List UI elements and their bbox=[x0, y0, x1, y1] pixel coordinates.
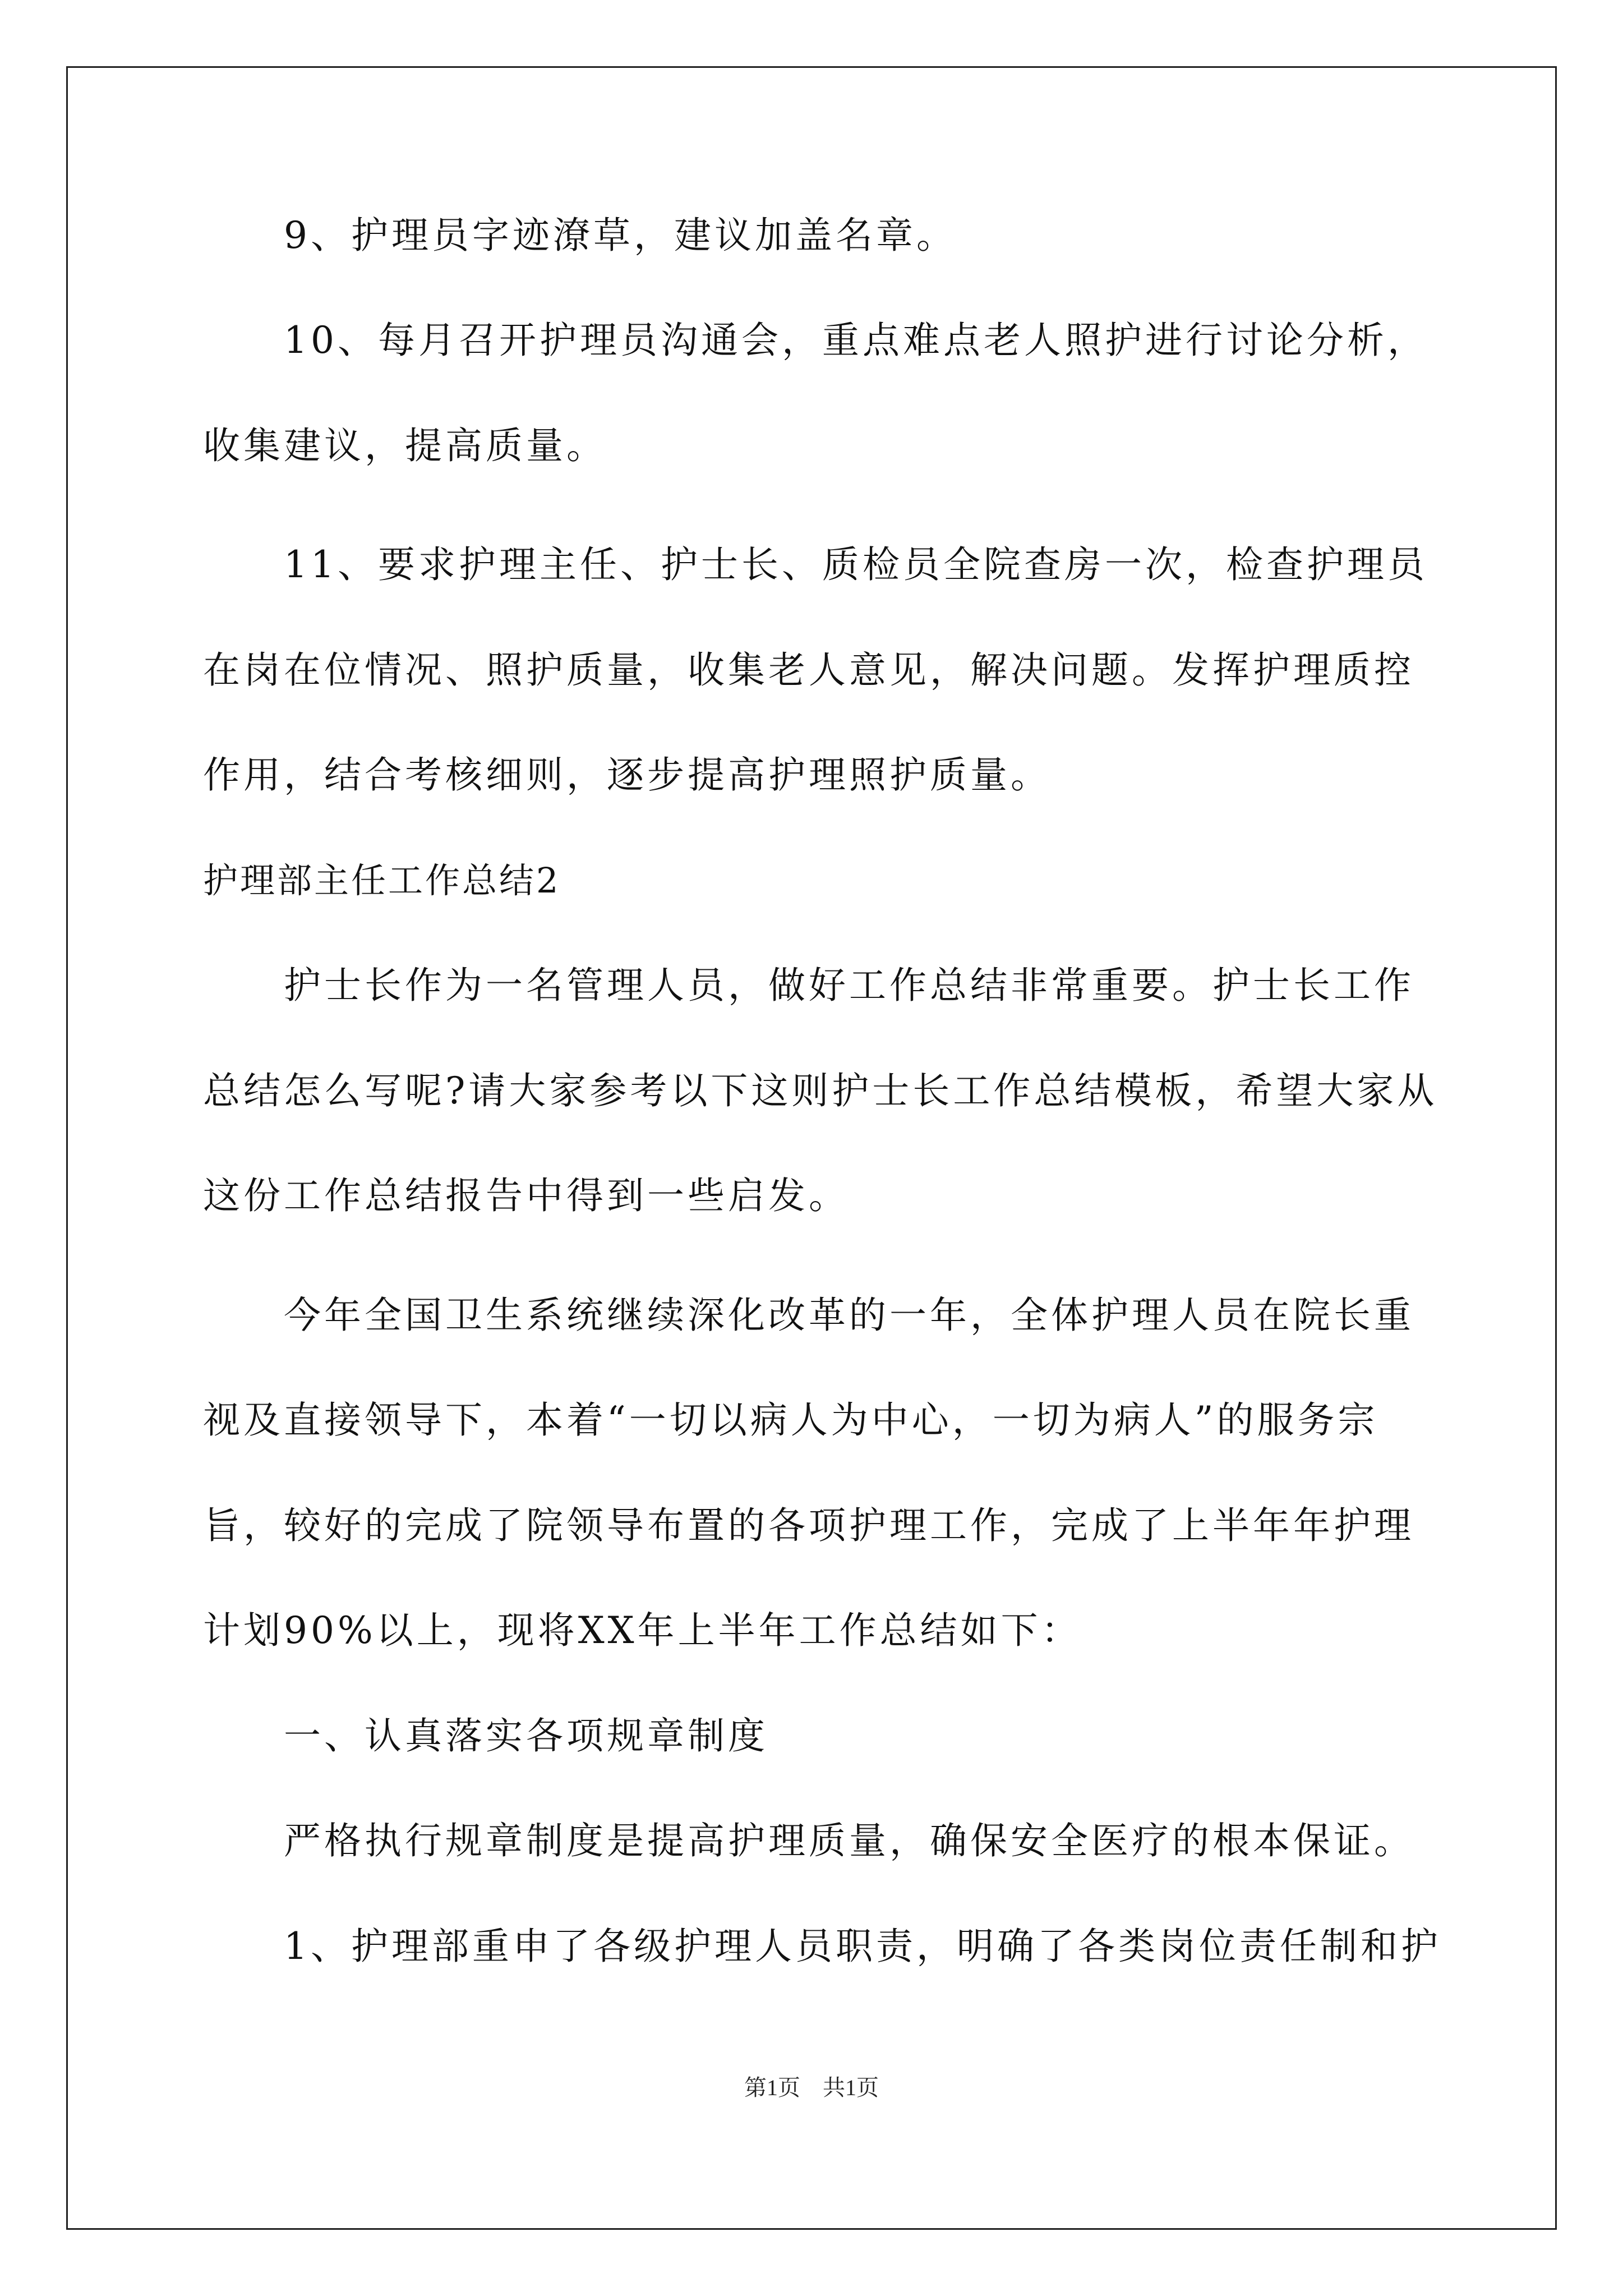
text-line: 作用，结合考核细则，逐步提高护理照护质量。 bbox=[203, 753, 1051, 797]
page-footer: 第1页 共1页 bbox=[744, 2075, 879, 2100]
page-border bbox=[66, 66, 1557, 2230]
text-line: 视及直接领导下，本着“一切以病人为中心，一切为病人”的服务宗 bbox=[203, 1398, 1378, 1442]
text-line: 旨，较好的完成了院领导布置的各项护理工作，完成了上半年年护理 bbox=[203, 1504, 1414, 1547]
text-line: 收集建议，提高质量。 bbox=[203, 424, 607, 467]
text-line: 严格执行规章制度是提高护理质量，确保安全医疗的根本保证。 bbox=[203, 1819, 1414, 1862]
text-line: 10、每月召开护理员沟通会，重点难点老人照护进行讨论分析， bbox=[203, 319, 1428, 362]
section-heading: 护理部主任工作总结2 bbox=[203, 860, 561, 901]
text-line: 计划90%以上，现将XX年上半年工作总结如下： bbox=[203, 1609, 1082, 1652]
text-line: 护士长作为一名管理人员，做好工作总结非常重要。护士长工作 bbox=[203, 964, 1414, 1007]
text-line: 这份工作总结报告中得到一些启发。 bbox=[203, 1174, 849, 1217]
text-line: 总结怎么写呢?请大家参考以下这则护士长工作总结模板，希望大家从 bbox=[203, 1069, 1438, 1112]
text-line: 1、护理部重申了各级护理人员职责，明确了各类岗位责任制和护 bbox=[203, 1925, 1441, 1968]
text-line: 今年全国卫生系统继续深化改革的一年，全体护理人员在院长重 bbox=[203, 1294, 1414, 1337]
text-line: 一、认真落实各项规章制度 bbox=[203, 1714, 768, 1757]
text-line: 11、要求护理主任、护士长、质检员全院查房一次，检查护理员 bbox=[203, 543, 1428, 586]
text-line: 9、护理员字迹潦草，建议加盖名章。 bbox=[203, 214, 957, 257]
text-line: 在岗在位情况、照护质量，收集老人意见，解决问题。发挥护理质控 bbox=[203, 648, 1414, 692]
